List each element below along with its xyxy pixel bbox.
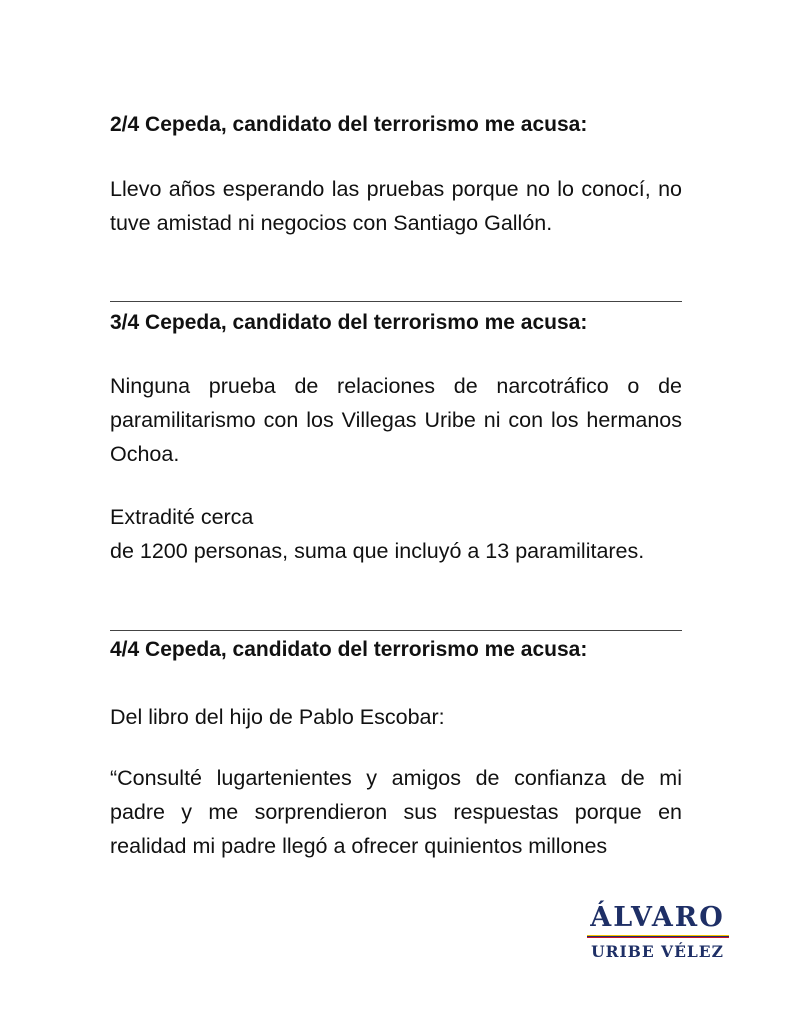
section-heading-4-of-4: 4/4 Cepeda, candidato del terrorismo me acusa: <box>110 638 588 661</box>
section-4-paragraph-1: Del libro del hijo de Pablo Escobar: <box>110 705 445 729</box>
section-4-quote: “Consulté lugartenientes y amigos de confianza de mi padre y me sorprendieron sus respuestas porque en realidad mi padre llegó a ofrecer quinientos millones <box>110 766 682 858</box>
section-3-paragraph-2: Extradité cerca <box>110 505 254 529</box>
section-divider <box>110 301 682 302</box>
logo-flag-stripe <box>587 935 729 938</box>
logo-subtitle: URIBE VÉLEZ <box>591 942 724 961</box>
alvaro-uribe-velez-logo <box>585 902 730 963</box>
logo-name: ÁLVARO <box>590 902 725 933</box>
section-heading-2-of-4: 2/4 Cepeda, candidato del terrorismo me acusa: <box>110 113 588 136</box>
section-heading-3-of-4: 3/4 Cepeda, candidato del terrorismo me acusa: <box>110 311 588 334</box>
section-3-paragraph-1: Ninguna prueba de relaciones de narcotráfico o de paramilitarismo con los Villegas Uribe ni con los hermanos Ochoa. <box>110 374 682 466</box>
section-3-paragraph-3: de 1200 personas, suma que incluyó a 13 paramilitares. <box>110 539 645 563</box>
section-divider <box>110 630 682 631</box>
section-2-paragraph: Llevo años esperando las pruebas porque no lo conocí, no tuve amistad ni negocios con Santiago Gallón. <box>110 177 682 235</box>
